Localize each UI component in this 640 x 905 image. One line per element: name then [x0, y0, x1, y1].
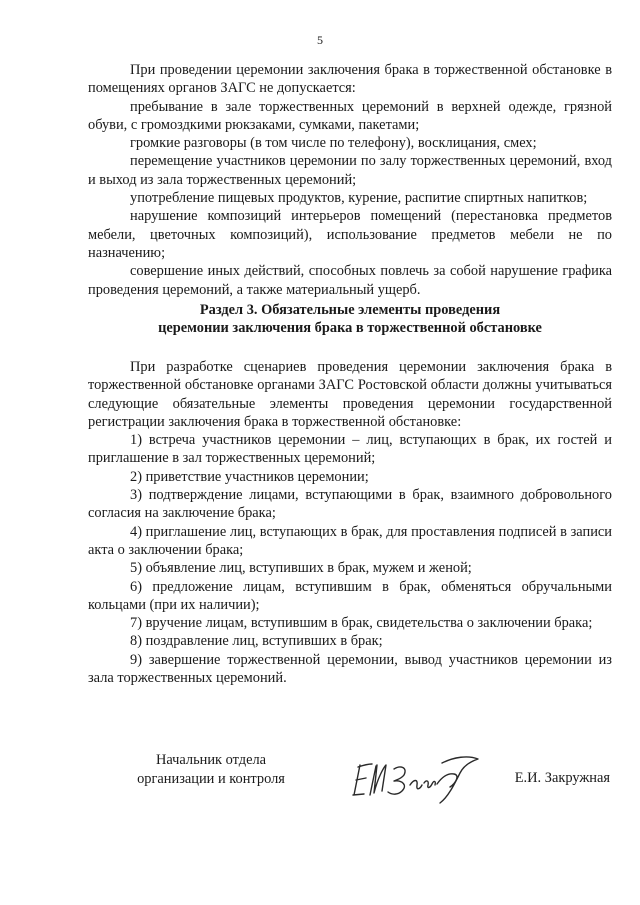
section-title-line: церемонии заключения брака в торжественной обстановке [158, 320, 542, 337]
restriction-item: перемещение участников церемонии по залу торжественных церемоний, вход и выход из зала торжественных церемоний; [88, 153, 612, 188]
ceremony-element-item: 2) приветствие участников церемонии; [130, 468, 369, 485]
restriction-item: совершение иных действий, способных повлечь за собой нарушение графика проведения церемоний, а также материальный ущерб. [88, 263, 612, 298]
signature-block [0, 751, 640, 811]
section-title-line: Раздел 3. Обязательные элементы проведения [199, 302, 501, 318]
restrictions-intro: При проведении церемонии заключения брака в торжественной обстановке в помещениях органов ЗАГС не допускается: [88, 62, 612, 97]
ceremony-element-item: 7) вручение лицам, вступившим в брак, свидетельства о заключении брака; [130, 615, 593, 632]
ceremony-element-item: 9) завершение торжественной церемонии, вывод участников церемонии из зала торжественных церемоний. [88, 651, 612, 687]
section-intro: При разработке сценариев проведения церемонии заключения брака в торжественной обстановке органами ЗАГС Ростовской области должны учитываться следующие обязательные элементы проведения церемонии государственной регистрации заключения брака в торжественной обстановке: [88, 359, 612, 430]
signer-position-line: Начальник отдела [155, 752, 267, 768]
signer-position [126, 751, 296, 789]
section-heading [88, 301, 612, 338]
restriction-item: пребывание в зале торжественных церемоний в верхней одежде, грязной обуви, с громоздкими рюкзаками, сумками, пакетами; [88, 98, 612, 133]
restriction-item: употребление пищевых продуктов, курение, распитие спиртных напитков; [130, 190, 588, 207]
ceremony-element-item: 5) объявление лиц, вступивших в брак, мужем и женой; [130, 560, 472, 577]
page-number: 5 [317, 33, 323, 47]
ceremony-element-item: 4) приглашение лиц, вступающих в брак, для проставления подписей в записи акта о заключении брака; [88, 523, 612, 558]
ceremony-element-item: 3) подтверждение лицами, вступающими в брак, взаимного добровольного согласия на заключение брака; [88, 487, 612, 522]
ceremony-element-item: 6) предложение лицам, вступившим в брак, обменяться обручальными кольцами (при их наличии); [88, 578, 612, 613]
restrictions-block [88, 61, 612, 299]
ceremony-element-item: 8) поздравление лиц, вступивших в брак; [130, 633, 383, 650]
restriction-item: громкие разговоры (в том числе по телефону), восклицания, смех; [130, 135, 537, 152]
signer-position-line: организации и контроля [137, 771, 285, 787]
ceremony-element-item: 1) встреча участников церемонии – лиц, вступающих в брак, их гостей и приглашение в зал торжественных церемоний; [88, 432, 612, 467]
handwritten-signature [344, 747, 494, 807]
section-body [88, 358, 612, 687]
restriction-item: нарушение композиций интерьеров помещений (перестановка предметов мебели, цветочных композиций), использование предметов мебели не по назначению; [88, 208, 612, 261]
signer-name: Е.И. Закружная [514, 770, 610, 786]
